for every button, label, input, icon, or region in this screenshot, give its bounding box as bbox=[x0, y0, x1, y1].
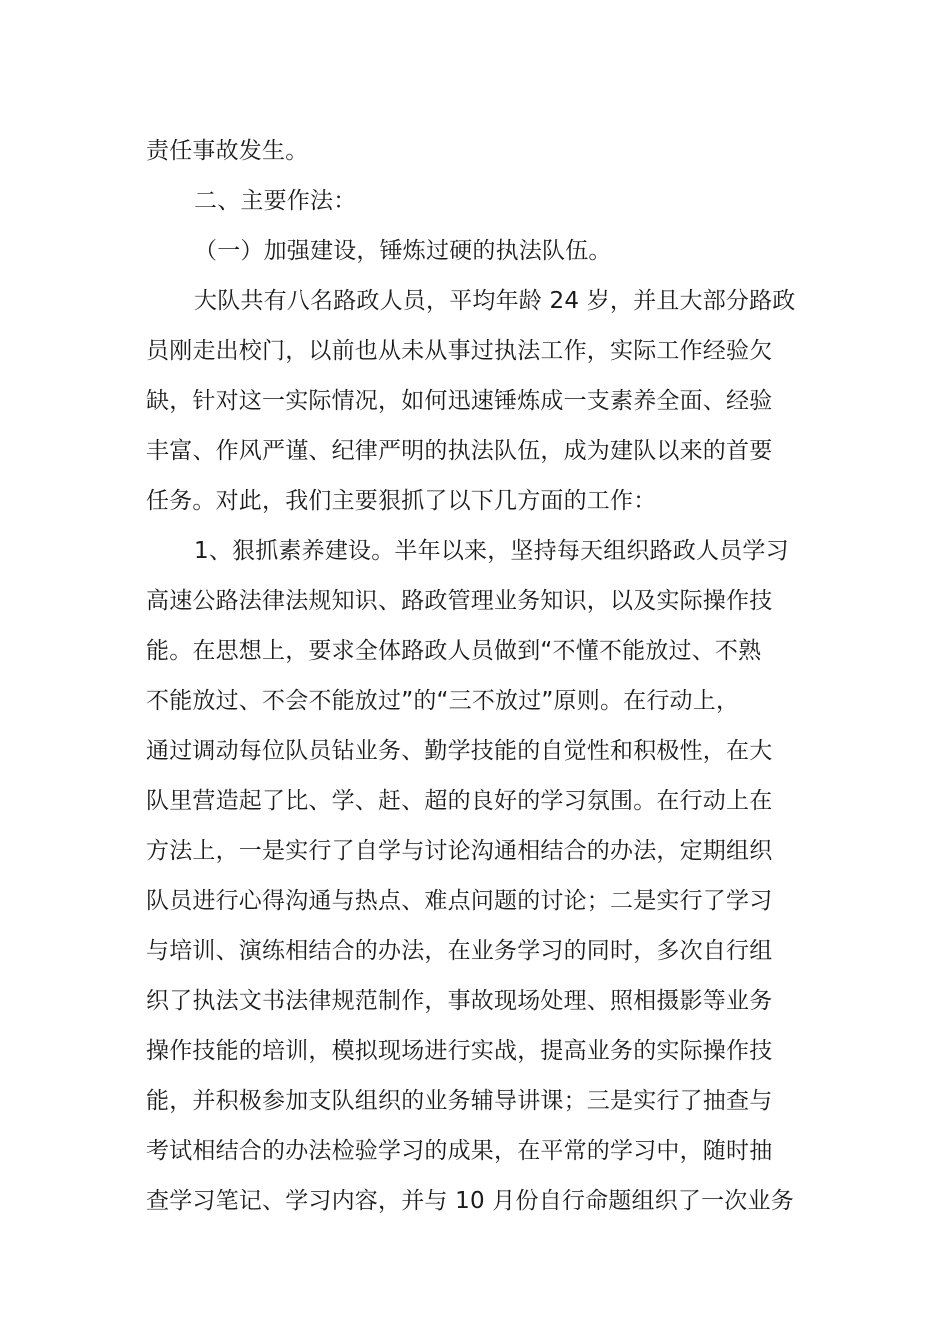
text-line: 方法上，一是实行了自学与讨论沟通相结合的办法，定期组织 bbox=[146, 838, 773, 864]
text-line: 队里营造起了比、学、赶、超的良好的学习氛围。在行动上在 bbox=[146, 788, 773, 814]
text-line: 与培训、演练相结合的办法，在业务学习的同时，多次自行组 bbox=[146, 938, 773, 964]
text-line: 员刚走出校门，以前也从未从事过执法工作，实际工作经验欠 bbox=[146, 338, 773, 364]
text-line: 高速公路法律法规知识、路政管理业务知识，以及实际操作技 bbox=[146, 588, 773, 614]
text-line: 能。在思想上，要求全体路政人员做到“不懂不能放过、不熟 bbox=[146, 638, 762, 664]
text-line: 考试相结合的办法检验学习的成果，在平常的学习中，随时抽 bbox=[146, 1138, 773, 1164]
text-line: 能，并积极参加支队组织的业务辅导讲课；三是实行了抽查与 bbox=[146, 1088, 773, 1114]
text-line: 任务。对此，我们主要狠抓了以下几方面的工作： bbox=[146, 488, 657, 514]
text-line: 责任事故发生。 bbox=[146, 138, 309, 164]
text-line: 织了执法文书法律规范制作，事故现场处理、照相摄影等业务 bbox=[146, 988, 773, 1014]
subsection-heading: （一）加强建设，锤炼过硬的执法队伍。 bbox=[194, 238, 612, 264]
text-line: 操作技能的培训，模拟现场进行实战，提高业务的实际操作技 bbox=[146, 1038, 773, 1064]
text-line: 队员进行心得沟通与热点、难点问题的讨论；二是实行了学习 bbox=[146, 888, 773, 914]
paragraph-first-line: 1、狠抓素养建设。半年以来，坚持每天组织路政人员学习 bbox=[194, 538, 789, 564]
section-heading: 二、主要作法： bbox=[194, 188, 357, 214]
text-line: 缺，针对这一实际情况，如何迅速锤炼成一支素养全面、经验 bbox=[146, 388, 773, 414]
text-line: 不能放过、不会不能放过”的“三不放过”原则。在行动上， bbox=[146, 688, 740, 714]
paragraph-first-line: 大队共有八名路政人员，平均年龄 24 岁，并且大部分路政 bbox=[194, 288, 796, 314]
text-line: 丰富、作风严谨、纪律严明的执法队伍，成为建队以来的首要 bbox=[146, 438, 773, 464]
text-line: 查学习笔记、学习内容，并与 10 月份自行命题组织了一次业务 bbox=[146, 1188, 794, 1214]
text-line: 通过调动每位队员钻业务、勤学技能的自觉性和积极性，在大 bbox=[146, 738, 773, 764]
